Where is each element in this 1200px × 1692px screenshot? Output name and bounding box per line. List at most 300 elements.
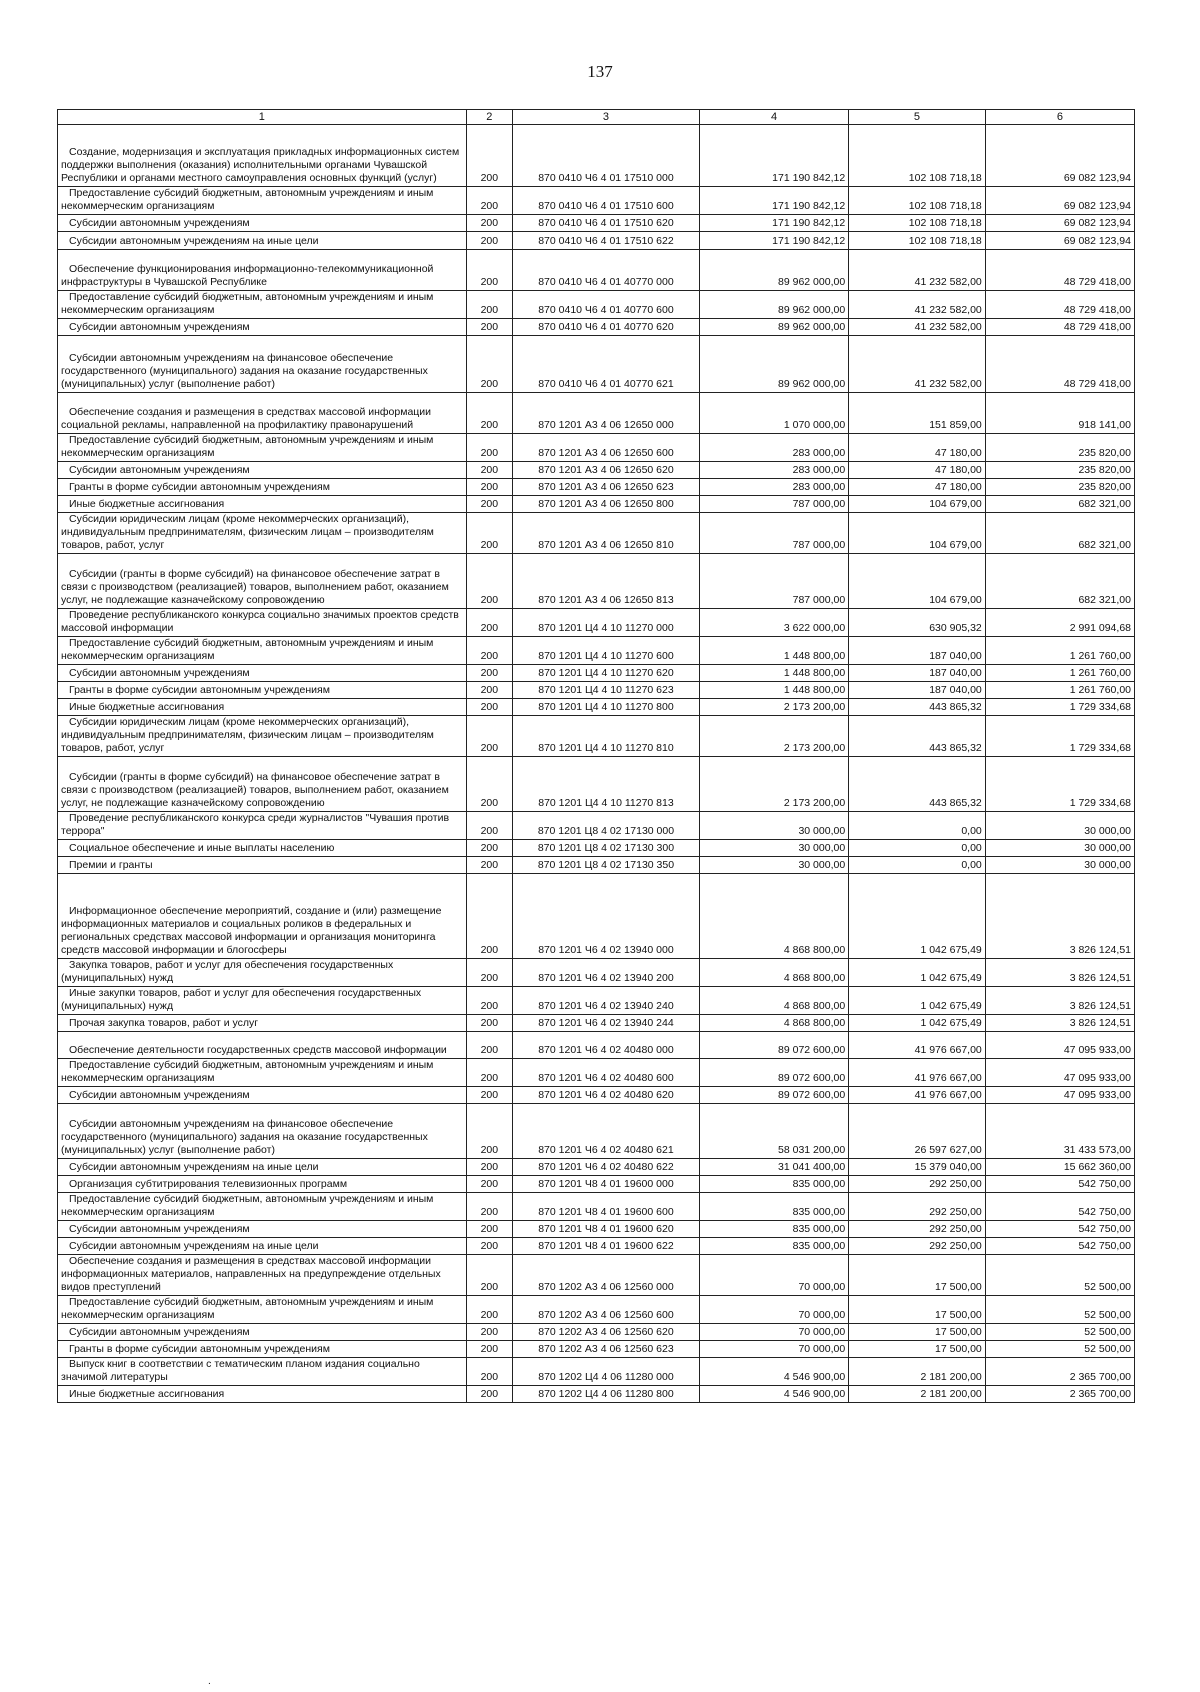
approved-amount-cell: 835 000,00 <box>699 1221 848 1238</box>
line-code-cell: 200 <box>466 1386 512 1403</box>
line-code-cell: 200 <box>466 857 512 874</box>
expense-name-cell: Обеспечение деятельности государственных средств массовой информации <box>58 1032 467 1059</box>
expense-name-cell: Премии и гранты <box>58 857 467 874</box>
expense-name-cell: Субсидии автономным учреждениям <box>58 1221 467 1238</box>
budget-classification-cell: 870 1202 Ц4 4 06 11280 000 <box>512 1358 699 1386</box>
executed-amount-cell: 41 232 582,00 <box>849 291 986 319</box>
table-row <box>58 125 1135 187</box>
expense-name-cell: Предоставление субсидий бюджетным, автономным учреждениям и иным некоммерческим организациям <box>58 637 467 665</box>
table-row <box>58 637 1135 665</box>
executed-amount-cell: 17 500,00 <box>849 1341 986 1358</box>
budget-classification-cell: 870 1201 Ч8 4 01 19600 600 <box>512 1193 699 1221</box>
line-code-cell: 200 <box>466 1221 512 1238</box>
approved-amount-cell: 89 962 000,00 <box>699 250 848 291</box>
expense-name-cell: Обеспечение функционирования информационно-телекоммуникационной инфраструктуры в Чувашской Республике <box>58 250 467 291</box>
unexecuted-amount-cell: 235 820,00 <box>985 434 1134 462</box>
expense-name-cell: Проведение республиканского конкурса социально значимых проектов средств массовой информации <box>58 609 467 637</box>
table-row <box>58 1296 1135 1324</box>
expense-name-cell: Проведение республиканского конкурса среди журналистов "Чувашия против террора" <box>58 812 467 840</box>
budget-classification-cell: 870 0410 Ч6 4 01 17510 000 <box>512 125 699 187</box>
table-row <box>58 757 1135 812</box>
line-code-cell: 200 <box>466 462 512 479</box>
line-code-cell: 200 <box>466 434 512 462</box>
expense-name-cell: Предоставление субсидий бюджетным, автономным учреждениям и иным некоммерческим организациям <box>58 1059 467 1087</box>
table-row <box>58 1386 1135 1403</box>
unexecuted-amount-cell: 47 095 933,00 <box>985 1032 1134 1059</box>
expense-name-cell: Субсидии автономным учреждениям на иные цели <box>58 1238 467 1255</box>
line-code-cell: 200 <box>466 874 512 959</box>
line-code-cell: 200 <box>466 336 512 393</box>
table-row <box>58 1221 1135 1238</box>
table-row <box>58 1032 1135 1059</box>
expense-name-cell: Субсидии автономным учреждениям <box>58 215 467 232</box>
expense-name-cell: Субсидии автономным учреждениям на финансовое обеспечение государственного (муниципального) задания на оказание государственных (муниципальных) услуг (выполнение работ) <box>58 1104 467 1159</box>
unexecuted-amount-cell: 682 321,00 <box>985 554 1134 609</box>
line-code-cell: 200 <box>466 757 512 812</box>
executed-amount-cell: 47 180,00 <box>849 479 986 496</box>
line-code-cell: 200 <box>466 1159 512 1176</box>
unexecuted-amount-cell: 1 729 334,68 <box>985 699 1134 716</box>
table-row <box>58 462 1135 479</box>
budget-classification-cell: 870 1202 А3 4 06 12560 623 <box>512 1341 699 1358</box>
line-code-cell: 200 <box>466 232 512 250</box>
executed-amount-cell: 102 108 718,18 <box>849 125 986 187</box>
line-code-cell: 200 <box>466 479 512 496</box>
line-code-cell: 200 <box>466 496 512 513</box>
table-row <box>58 434 1135 462</box>
approved-amount-cell: 1 070 000,00 <box>699 393 848 434</box>
expense-name-cell: Создание, модернизация и эксплуатация прикладных информационных систем поддержки выполнения (оказания) исполнительными органами Чувашской Республики и органами местного самоуправления основных функций (услуг) <box>58 125 467 187</box>
executed-amount-cell: 41 232 582,00 <box>849 336 986 393</box>
table-row <box>58 250 1135 291</box>
table-row <box>58 393 1135 434</box>
executed-amount-cell: 104 679,00 <box>849 496 986 513</box>
line-code-cell: 200 <box>466 1324 512 1341</box>
expense-name-cell: Предоставление субсидий бюджетным, автономным учреждениям и иным некоммерческим организациям <box>58 1296 467 1324</box>
column-header: 3 <box>512 110 699 125</box>
executed-amount-cell: 0,00 <box>849 857 986 874</box>
table-row <box>58 1104 1135 1159</box>
executed-amount-cell: 1 042 675,49 <box>849 1015 986 1032</box>
column-header: 1 <box>58 110 467 125</box>
expense-name-cell: Субсидии автономным учреждениям <box>58 1087 467 1104</box>
line-code-cell: 200 <box>466 1087 512 1104</box>
line-code-cell: 200 <box>466 393 512 434</box>
table-row <box>58 716 1135 757</box>
budget-classification-cell: 870 1201 Ч6 4 02 40480 600 <box>512 1059 699 1087</box>
line-code-cell: 200 <box>466 554 512 609</box>
executed-amount-cell: 104 679,00 <box>849 513 986 554</box>
unexecuted-amount-cell: 30 000,00 <box>985 812 1134 840</box>
executed-amount-cell: 1 042 675,49 <box>849 959 986 987</box>
unexecuted-amount-cell: 30 000,00 <box>985 857 1134 874</box>
budget-classification-cell: 870 1201 Ц4 4 10 11270 800 <box>512 699 699 716</box>
budget-classification-cell: 870 1201 А3 4 06 12650 800 <box>512 496 699 513</box>
expense-name-cell: Иные бюджетные ассигнования <box>58 496 467 513</box>
approved-amount-cell: 3 622 000,00 <box>699 609 848 637</box>
approved-amount-cell: 171 190 842,12 <box>699 232 848 250</box>
line-code-cell: 200 <box>466 250 512 291</box>
approved-amount-cell: 89 072 600,00 <box>699 1032 848 1059</box>
budget-classification-cell: 870 0410 Ч6 4 01 17510 622 <box>512 232 699 250</box>
expense-name-cell: Предоставление субсидий бюджетным, автономным учреждениям и иным некоммерческим организациям <box>58 1193 467 1221</box>
expense-name-cell: Гранты в форме субсидии автономным учреждениям <box>58 1341 467 1358</box>
table-row <box>58 336 1135 393</box>
unexecuted-amount-cell: 542 750,00 <box>985 1238 1134 1255</box>
unexecuted-amount-cell: 542 750,00 <box>985 1193 1134 1221</box>
table-row <box>58 874 1135 959</box>
unexecuted-amount-cell: 682 321,00 <box>985 496 1134 513</box>
budget-classification-cell: 870 1201 Ц8 4 02 17130 000 <box>512 812 699 840</box>
unexecuted-amount-cell: 682 321,00 <box>985 513 1134 554</box>
table-row <box>58 215 1135 232</box>
executed-amount-cell: 292 250,00 <box>849 1221 986 1238</box>
budget-classification-cell: 870 1201 Ч6 4 02 40480 622 <box>512 1159 699 1176</box>
expense-name-cell: Предоставление субсидий бюджетным, автономным учреждениям и иным некоммерческим организациям <box>58 187 467 215</box>
unexecuted-amount-cell: 1 729 334,68 <box>985 716 1134 757</box>
table-row <box>58 319 1135 336</box>
unexecuted-amount-cell: 1 261 760,00 <box>985 665 1134 682</box>
unexecuted-amount-cell: 542 750,00 <box>985 1221 1134 1238</box>
approved-amount-cell: 70 000,00 <box>699 1324 848 1341</box>
table-row <box>58 1193 1135 1221</box>
scan-mark: . <box>208 1676 211 1687</box>
budget-classification-cell: 870 1202 А3 4 06 12560 600 <box>512 1296 699 1324</box>
table-row <box>58 682 1135 699</box>
budget-classification-cell: 870 1201 Ч6 4 02 40480 620 <box>512 1087 699 1104</box>
expense-name-cell: Субсидии юридическим лицам (кроме некоммерческих организаций), индивидуальным предпринимателям, физическим лицам – производителям товаров, работ, услуг <box>58 513 467 554</box>
budget-classification-cell: 870 1201 Ч6 4 02 40480 000 <box>512 1032 699 1059</box>
column-header: 4 <box>699 110 848 125</box>
table-header-row <box>58 110 1135 125</box>
budget-classification-cell: 870 1201 Ц8 4 02 17130 350 <box>512 857 699 874</box>
table-row <box>58 609 1135 637</box>
unexecuted-amount-cell: 47 095 933,00 <box>985 1059 1134 1087</box>
table-row <box>58 1341 1135 1358</box>
unexecuted-amount-cell: 69 082 123,94 <box>985 125 1134 187</box>
table-row <box>58 496 1135 513</box>
unexecuted-amount-cell: 31 433 573,00 <box>985 1104 1134 1159</box>
budget-classification-cell: 870 1201 Ц8 4 02 17130 300 <box>512 840 699 857</box>
line-code-cell: 200 <box>466 716 512 757</box>
budget-classification-cell: 870 1201 Ц4 4 10 11270 623 <box>512 682 699 699</box>
expense-name-cell: Гранты в форме субсидии автономным учреждениям <box>58 479 467 496</box>
budget-classification-cell: 870 1201 Ц4 4 10 11270 813 <box>512 757 699 812</box>
line-code-cell: 200 <box>466 665 512 682</box>
executed-amount-cell: 187 040,00 <box>849 637 986 665</box>
approved-amount-cell: 835 000,00 <box>699 1238 848 1255</box>
executed-amount-cell: 1 042 675,49 <box>849 874 986 959</box>
unexecuted-amount-cell: 30 000,00 <box>985 840 1134 857</box>
expense-name-cell: Иные бюджетные ассигнования <box>58 1386 467 1403</box>
unexecuted-amount-cell: 542 750,00 <box>985 1176 1134 1193</box>
executed-amount-cell: 41 232 582,00 <box>849 250 986 291</box>
unexecuted-amount-cell: 69 082 123,94 <box>985 232 1134 250</box>
expense-name-cell: Гранты в форме субсидии автономным учреждениям <box>58 682 467 699</box>
table-row <box>58 1015 1135 1032</box>
budget-classification-cell: 870 1201 А3 4 06 12650 600 <box>512 434 699 462</box>
unexecuted-amount-cell: 69 082 123,94 <box>985 187 1134 215</box>
table-row <box>58 959 1135 987</box>
budget-classification-cell: 870 0410 Ч6 4 01 17510 600 <box>512 187 699 215</box>
budget-classification-cell: 870 1201 Ч8 4 01 19600 000 <box>512 1176 699 1193</box>
table-row <box>58 840 1135 857</box>
unexecuted-amount-cell: 52 500,00 <box>985 1255 1134 1296</box>
approved-amount-cell: 283 000,00 <box>699 479 848 496</box>
budget-classification-cell: 870 1201 Ч8 4 01 19600 622 <box>512 1238 699 1255</box>
budget-classification-cell: 870 1201 А3 4 06 12650 000 <box>512 393 699 434</box>
table-row <box>58 513 1135 554</box>
approved-amount-cell: 89 962 000,00 <box>699 291 848 319</box>
table-row <box>58 857 1135 874</box>
expense-name-cell: Субсидии автономным учреждениям <box>58 319 467 336</box>
approved-amount-cell: 70 000,00 <box>699 1296 848 1324</box>
table-row <box>58 1087 1135 1104</box>
approved-amount-cell: 2 173 200,00 <box>699 757 848 812</box>
budget-classification-cell: 870 1201 А3 4 06 12650 620 <box>512 462 699 479</box>
unexecuted-amount-cell: 1 261 760,00 <box>985 637 1134 665</box>
line-code-cell: 200 <box>466 840 512 857</box>
expense-name-cell: Субсидии (гранты в форме субсидий) на финансовое обеспечение затрат в связи с производством (реализацией) товаров, выполнением работ, оказанием услуг, не подлежащие казначейскому сопровождению <box>58 757 467 812</box>
line-code-cell: 200 <box>466 1193 512 1221</box>
executed-amount-cell: 2 181 200,00 <box>849 1386 986 1403</box>
table-row <box>58 812 1135 840</box>
expense-name-cell: Обеспечение создания и размещения в средствах массовой информации информационных материалов, направленных на предупреждение отдельных видов преступлений <box>58 1255 467 1296</box>
table-row <box>58 1255 1135 1296</box>
line-code-cell: 200 <box>466 1032 512 1059</box>
unexecuted-amount-cell: 3 826 124,51 <box>985 874 1134 959</box>
unexecuted-amount-cell: 52 500,00 <box>985 1341 1134 1358</box>
executed-amount-cell: 104 679,00 <box>849 554 986 609</box>
unexecuted-amount-cell: 1 261 760,00 <box>985 682 1134 699</box>
budget-classification-cell: 870 1201 А3 4 06 12650 810 <box>512 513 699 554</box>
executed-amount-cell: 2 181 200,00 <box>849 1358 986 1386</box>
approved-amount-cell: 58 031 200,00 <box>699 1104 848 1159</box>
approved-amount-cell: 4 868 800,00 <box>699 1015 848 1032</box>
executed-amount-cell: 292 250,00 <box>849 1193 986 1221</box>
executed-amount-cell: 102 108 718,18 <box>849 187 986 215</box>
executed-amount-cell: 443 865,32 <box>849 699 986 716</box>
budget-classification-cell: 870 0410 Ч6 4 01 40770 600 <box>512 291 699 319</box>
executed-amount-cell: 17 500,00 <box>849 1296 986 1324</box>
budget-classification-cell: 870 0410 Ч6 4 01 40770 621 <box>512 336 699 393</box>
executed-amount-cell: 102 108 718,18 <box>849 232 986 250</box>
line-code-cell: 200 <box>466 1358 512 1386</box>
unexecuted-amount-cell: 2 365 700,00 <box>985 1386 1134 1403</box>
budget-classification-cell: 870 1201 Ч6 4 02 13940 000 <box>512 874 699 959</box>
expense-name-cell: Информационное обеспечение мероприятий, создание и (или) размещение информационных материалов и социальных роликов в федеральных и региональных средствах массовой информации и организация мониторинга средств массовой информации и блогосферы <box>58 874 467 959</box>
approved-amount-cell: 283 000,00 <box>699 434 848 462</box>
budget-classification-cell: 870 1201 Ц4 4 10 11270 000 <box>512 609 699 637</box>
executed-amount-cell: 443 865,32 <box>849 716 986 757</box>
executed-amount-cell: 41 232 582,00 <box>849 319 986 336</box>
budget-classification-cell: 870 0410 Ч6 4 01 40770 000 <box>512 250 699 291</box>
executed-amount-cell: 630 905,32 <box>849 609 986 637</box>
column-header: 2 <box>466 110 512 125</box>
table-row <box>58 187 1135 215</box>
expense-name-cell: Организация субтитрирования телевизионных программ <box>58 1176 467 1193</box>
unexecuted-amount-cell: 48 729 418,00 <box>985 319 1134 336</box>
expense-name-cell: Обеспечение создания и размещения в средствах массовой информации социальной рекламы, направленной на профилактику правонарушений <box>58 393 467 434</box>
approved-amount-cell: 31 041 400,00 <box>699 1159 848 1176</box>
executed-amount-cell: 102 108 718,18 <box>849 215 986 232</box>
table-row <box>58 1059 1135 1087</box>
line-code-cell: 200 <box>466 682 512 699</box>
unexecuted-amount-cell: 3 826 124,51 <box>985 959 1134 987</box>
approved-amount-cell: 89 072 600,00 <box>699 1087 848 1104</box>
executed-amount-cell: 151 859,00 <box>849 393 986 434</box>
table-row <box>58 232 1135 250</box>
line-code-cell: 200 <box>466 1176 512 1193</box>
budget-classification-cell: 870 1201 А3 4 06 12650 813 <box>512 554 699 609</box>
table-row <box>58 987 1135 1015</box>
table-row <box>58 1324 1135 1341</box>
unexecuted-amount-cell: 52 500,00 <box>985 1296 1134 1324</box>
executed-amount-cell: 187 040,00 <box>849 682 986 699</box>
budget-classification-cell: 870 0410 Ч6 4 01 17510 620 <box>512 215 699 232</box>
expense-name-cell: Предоставление субсидий бюджетным, автономным учреждениям и иным некоммерческим организациям <box>58 434 467 462</box>
table-body <box>58 125 1135 1403</box>
column-header: 6 <box>985 110 1134 125</box>
line-code-cell: 200 <box>466 1059 512 1087</box>
unexecuted-amount-cell: 3 826 124,51 <box>985 1015 1134 1032</box>
unexecuted-amount-cell: 47 095 933,00 <box>985 1087 1134 1104</box>
line-code-cell: 200 <box>466 812 512 840</box>
approved-amount-cell: 30 000,00 <box>699 840 848 857</box>
unexecuted-amount-cell: 48 729 418,00 <box>985 250 1134 291</box>
line-code-cell: 200 <box>466 959 512 987</box>
table-row <box>58 554 1135 609</box>
executed-amount-cell: 47 180,00 <box>849 462 986 479</box>
approved-amount-cell: 4 546 900,00 <box>699 1386 848 1403</box>
approved-amount-cell: 283 000,00 <box>699 462 848 479</box>
table-row <box>58 1176 1135 1193</box>
approved-amount-cell: 4 868 800,00 <box>699 959 848 987</box>
budget-classification-cell: 870 0410 Ч6 4 01 40770 620 <box>512 319 699 336</box>
budget-classification-cell: 870 1202 А3 4 06 12560 620 <box>512 1324 699 1341</box>
unexecuted-amount-cell: 52 500,00 <box>985 1324 1134 1341</box>
approved-amount-cell: 787 000,00 <box>699 513 848 554</box>
unexecuted-amount-cell: 235 820,00 <box>985 479 1134 496</box>
executed-amount-cell: 292 250,00 <box>849 1238 986 1255</box>
approved-amount-cell: 2 173 200,00 <box>699 716 848 757</box>
executed-amount-cell: 17 500,00 <box>849 1255 986 1296</box>
line-code-cell: 200 <box>466 513 512 554</box>
approved-amount-cell: 30 000,00 <box>699 812 848 840</box>
executed-amount-cell: 26 597 627,00 <box>849 1104 986 1159</box>
table-row <box>58 291 1135 319</box>
approved-amount-cell: 1 448 800,00 <box>699 665 848 682</box>
budget-classification-cell: 870 1201 Ц4 4 10 11270 620 <box>512 665 699 682</box>
unexecuted-amount-cell: 235 820,00 <box>985 462 1134 479</box>
executed-amount-cell: 41 976 667,00 <box>849 1032 986 1059</box>
approved-amount-cell: 787 000,00 <box>699 496 848 513</box>
approved-amount-cell: 171 190 842,12 <box>699 215 848 232</box>
line-code-cell: 200 <box>466 637 512 665</box>
unexecuted-amount-cell: 48 729 418,00 <box>985 291 1134 319</box>
budget-classification-cell: 870 1202 Ц4 4 06 11280 800 <box>512 1386 699 1403</box>
approved-amount-cell: 30 000,00 <box>699 857 848 874</box>
executed-amount-cell: 41 976 667,00 <box>849 1087 986 1104</box>
approved-amount-cell: 4 868 800,00 <box>699 987 848 1015</box>
unexecuted-amount-cell: 69 082 123,94 <box>985 215 1134 232</box>
budget-classification-cell: 870 1201 Ч6 4 02 13940 240 <box>512 987 699 1015</box>
unexecuted-amount-cell: 918 141,00 <box>985 393 1134 434</box>
expense-name-cell: Субсидии автономным учреждениям <box>58 665 467 682</box>
budget-classification-cell: 870 1201 Ц4 4 10 11270 810 <box>512 716 699 757</box>
line-code-cell: 200 <box>466 987 512 1015</box>
line-code-cell: 200 <box>466 1104 512 1159</box>
approved-amount-cell: 787 000,00 <box>699 554 848 609</box>
budget-classification-cell: 870 1202 А3 4 06 12560 000 <box>512 1255 699 1296</box>
unexecuted-amount-cell: 3 826 124,51 <box>985 987 1134 1015</box>
approved-amount-cell: 1 448 800,00 <box>699 637 848 665</box>
approved-amount-cell: 4 868 800,00 <box>699 874 848 959</box>
executed-amount-cell: 443 865,32 <box>849 757 986 812</box>
page-number: 137 <box>587 62 613 81</box>
table-row <box>58 1358 1135 1386</box>
table-row <box>58 479 1135 496</box>
unexecuted-amount-cell: 15 662 360,00 <box>985 1159 1134 1176</box>
approved-amount-cell: 89 962 000,00 <box>699 319 848 336</box>
expense-name-cell: Субсидии автономным учреждениям на иные цели <box>58 1159 467 1176</box>
expense-name-cell: Субсидии автономным учреждениям <box>58 1324 467 1341</box>
budget-classification-cell: 870 1201 Ч6 4 02 40480 621 <box>512 1104 699 1159</box>
executed-amount-cell: 0,00 <box>849 840 986 857</box>
line-code-cell: 200 <box>466 1255 512 1296</box>
expense-name-cell: Закупка товаров, работ и услуг для обеспечения государственных (муниципальных) нужд <box>58 959 467 987</box>
expense-name-cell: Субсидии (гранты в форме субсидий) на финансовое обеспечение затрат в связи с производством (реализацией) товаров, выполнением работ, оказанием услуг, не подлежащие казначейскому сопровождению <box>58 554 467 609</box>
table-row <box>58 665 1135 682</box>
executed-amount-cell: 47 180,00 <box>849 434 986 462</box>
executed-amount-cell: 15 379 040,00 <box>849 1159 986 1176</box>
budget-classification-cell: 870 1201 Ч6 4 02 13940 244 <box>512 1015 699 1032</box>
line-code-cell: 200 <box>466 291 512 319</box>
approved-amount-cell: 70 000,00 <box>699 1341 848 1358</box>
executed-amount-cell: 1 042 675,49 <box>849 987 986 1015</box>
expense-name-cell: Субсидии автономным учреждениям на финансовое обеспечение государственного (муниципального) задания на оказание государственных (муниципальных) услуг (выполнение работ) <box>58 336 467 393</box>
executed-amount-cell: 41 976 667,00 <box>849 1059 986 1087</box>
table-row <box>58 1159 1135 1176</box>
budget-classification-cell: 870 1201 Ц4 4 10 11270 600 <box>512 637 699 665</box>
approved-amount-cell: 89 962 000,00 <box>699 336 848 393</box>
approved-amount-cell: 1 448 800,00 <box>699 682 848 699</box>
expense-name-cell: Выпуск книг в соответствии с тематическим планом издания социально значимой литературы <box>58 1358 467 1386</box>
line-code-cell: 200 <box>466 187 512 215</box>
unexecuted-amount-cell: 2 365 700,00 <box>985 1358 1134 1386</box>
expense-name-cell: Субсидии автономным учреждениям <box>58 462 467 479</box>
line-code-cell: 200 <box>466 125 512 187</box>
approved-amount-cell: 2 173 200,00 <box>699 699 848 716</box>
expense-name-cell: Субсидии автономным учреждениям на иные цели <box>58 232 467 250</box>
line-code-cell: 200 <box>466 215 512 232</box>
table-row <box>58 1238 1135 1255</box>
expense-name-cell: Прочая закупка товаров, работ и услуг <box>58 1015 467 1032</box>
approved-amount-cell: 70 000,00 <box>699 1255 848 1296</box>
budget-classification-cell: 870 1201 Ч8 4 01 19600 620 <box>512 1221 699 1238</box>
column-header: 5 <box>849 110 986 125</box>
approved-amount-cell: 89 072 600,00 <box>699 1059 848 1087</box>
line-code-cell: 200 <box>466 1015 512 1032</box>
line-code-cell: 200 <box>466 609 512 637</box>
line-code-cell: 200 <box>466 699 512 716</box>
approved-amount-cell: 835 000,00 <box>699 1193 848 1221</box>
approved-amount-cell: 171 190 842,12 <box>699 125 848 187</box>
expense-name-cell: Иные закупки товаров, работ и услуг для обеспечения государственных (муниципальных) нужд <box>58 987 467 1015</box>
expense-name-cell: Предоставление субсидий бюджетным, автономным учреждениям и иным некоммерческим организациям <box>58 291 467 319</box>
unexecuted-amount-cell: 48 729 418,00 <box>985 336 1134 393</box>
approved-amount-cell: 4 546 900,00 <box>699 1358 848 1386</box>
